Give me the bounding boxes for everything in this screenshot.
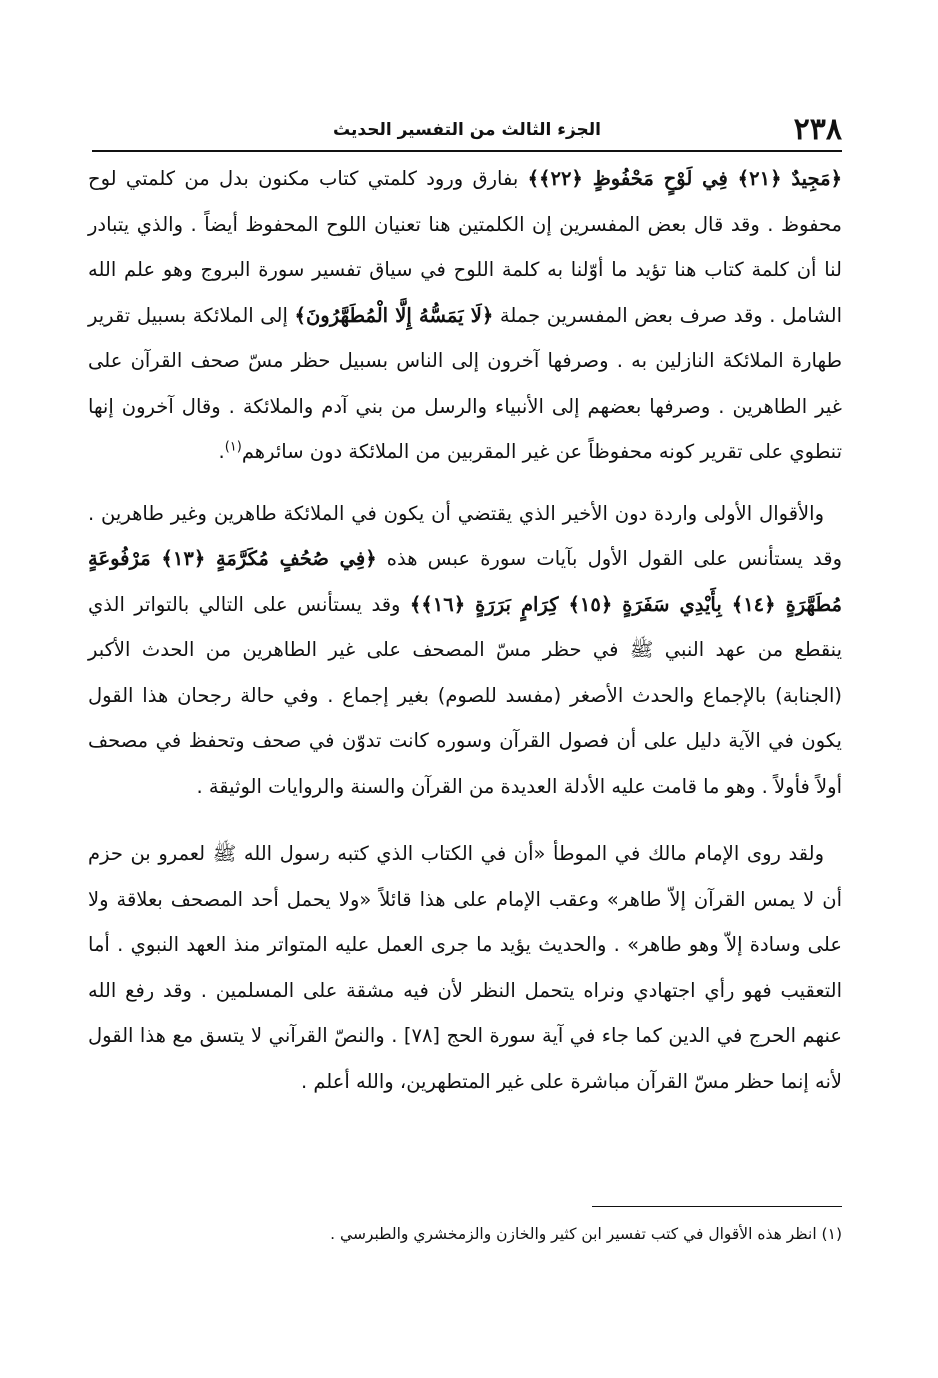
page-header: [92, 112, 842, 148]
paragraph-3: [88, 831, 842, 1104]
quran-verse: ﴿لَا يَمَسُّهُ إِلَّا الْمُطَهَّرُونَ﴾: [294, 303, 494, 327]
footnote: (١) انظر هذه الأقوال في كتب تفسير ابن كثير والخازن والزمخشري والطبرسي .: [330, 1225, 842, 1243]
paragraph-text: .: [218, 440, 225, 463]
footnote-marker: (١): [224, 439, 242, 455]
paragraph-text: بفارق ورود كلمتي كتاب مكنون بدل من كلمتي لوح محفوظ . وقد قال بعض المفسرين إن الكلمتين هنا تعنيان اللوح المحفوظ أيضاً . والذي يتبادر لنا أن كلمة كتاب هنا تؤيد ما أوّلنا به كلمة اللوح في سياق تفسير سورة البروج وهو علم الله الشامل . وقد صرف بعض المفسرين جملة: [88, 167, 842, 327]
paragraph-text: وقد يستأنس على التالي بالتواتر الذي ينقطع من عهد النبي ﷺ في حظر مسّ المصحف على غير الطاهرين من الحدث الأكبر (الجنابة) بالإجماع والحدث الأصغر (مفسد للصوم) بغير إجماع . وفي حالة رجحان هذا القول يكون في الآية دليل على أن فصول القرآن وسوره كانت تدوّن في صحف وتحفظ في مصحف أولاً فأولاً . وهو ما قامت عليه الأدلة العديدة من القرآن والسنة والروايات الوثيقة .: [88, 592, 842, 798]
paragraph-1: [88, 156, 842, 475]
header-rule: [92, 150, 842, 152]
footnote-rule: [592, 1206, 842, 1207]
page-body: [88, 156, 842, 1104]
quran-verse: ﴿فِي صُحُفٍ مُكَرَّمَةٍ ﴿١٣﴾ مَرْفُوعَةٍ مُطَهَّرَةٍ ﴿١٤﴾ بِأَيْدِي سَفَرَةٍ ﴿١٥﴾ كِرَامٍ بَرَرَةٍ ﴿١٦﴾﴾: [88, 547, 842, 616]
paragraph-2: [88, 491, 842, 810]
running-title: الجزء الثالث من التفسير الحديث: [333, 120, 601, 140]
paragraph-text: إلى الملائكة بسبيل تقرير طهارة الملائكة النازلين به . وصرفها آخرون إلى الناس بسبيل حظر مسّ صحف القرآن على غير الطاهرين . وصرفها بعضهم إلى الأنبياء والرسل من بني آدم والملائكة . وقال آخرون إنها تنطوي على تقرير كونه محفوظاً عن غير المقربين من الملائكة دون سائرهم: [88, 303, 842, 463]
page-number: ٢٣٨: [793, 112, 842, 147]
paragraph-text: والأقوال الأولى واردة دون الأخير الذي يقتضي أن يكون في الملائكة طاهرين وغير طاهرين . وقد يستأنس على القول الأول بآيات سورة عبس هذه: [88, 501, 843, 570]
quran-verse: ﴿مَجِيدٌ ﴿٢١﴾ فِي لَوْحٍ مَحْفُوظٍ ﴿٢٢﴾﴾: [527, 167, 842, 190]
paragraph-text: ولقد روى الإمام مالك في الموطأ «أن في الكتاب الذي كتبه رسول الله ﷺ لعمرو بن حزم أن لا يمس القرآن إلاّ طاهر» وعقب الإمام على هذا قائلاً «ولا يحمل أحد المصحف بعلاقة ولا على وسادة إلاّ وهو طاهر» . والحديث يؤيد ما جرى العمل عليه المتواتر منذ العهد النبوي . أما التعقيب فهو رأي اجتهادي ونراه يتحمل النظر لأن فيه مشقة على المسلمين . وقد رفع الله عنهم الحرج في الدين كما جاء في آية سورة الحج [٧٨] . والنصّ القرآني لا يتسق مع هذا القول لأنه إنما حظر مسّ القرآن مباشرة على غير المتطهرين، والله أعلم .: [88, 842, 842, 1093]
